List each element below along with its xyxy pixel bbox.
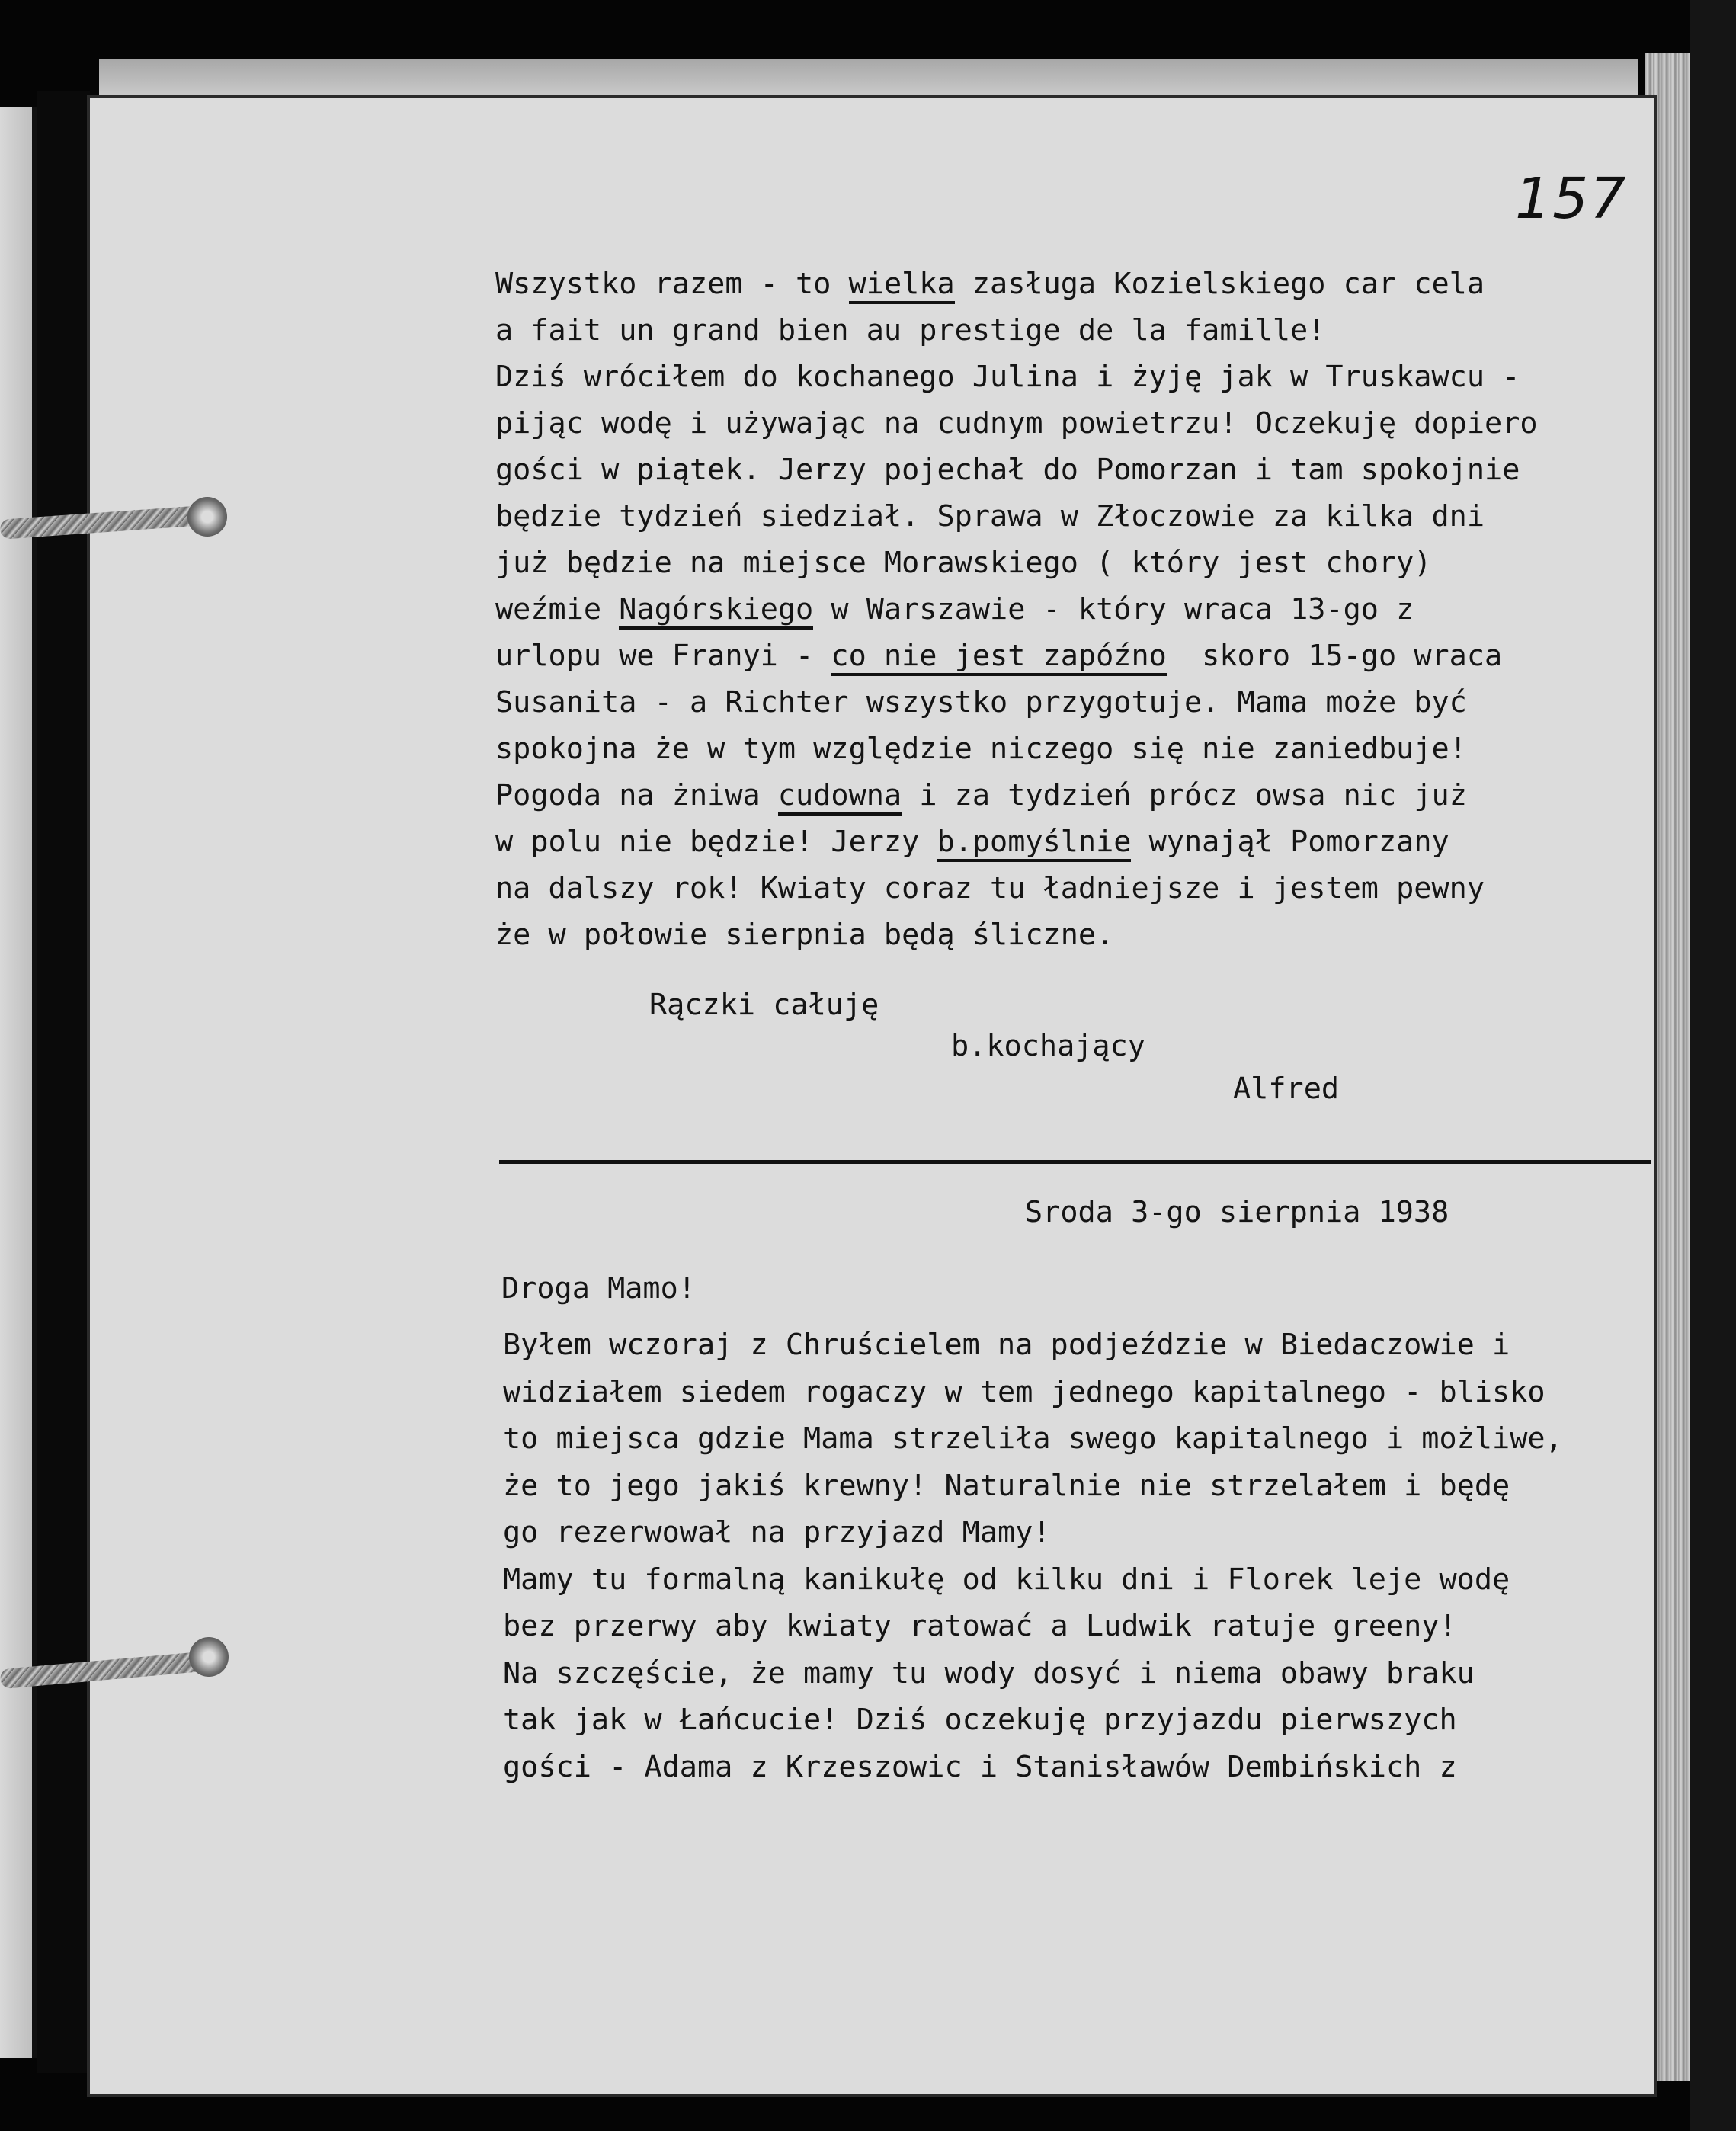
- text-segment: a fait un grand bien au prestige de la famille!: [495, 313, 1326, 348]
- underlined-text: cudowna: [778, 778, 902, 816]
- binding-knot-bottom: [189, 1637, 229, 1677]
- underlined-text: Nagórskiego: [619, 592, 813, 630]
- text-segment: Pogoda na żniwa: [495, 778, 778, 812]
- letter-1-line: [495, 307, 1538, 354]
- text-segment: gości w piątek. Jerzy pojechał do Pomorzan i tam spokojnie: [495, 453, 1520, 487]
- letter-2-line: Mamy tu formalną kanikułę od kilku dni i Florek leje wodę: [503, 1562, 1510, 1597]
- background-edge: [1690, 0, 1736, 2131]
- letter-2-line: gości - Adama z Krzeszowic i Stanisławów Dembińskich z: [503, 1749, 1457, 1784]
- underlined-text: co nie jest zapóźno: [831, 639, 1166, 676]
- underlined-text: b.pomyślnie: [937, 825, 1131, 862]
- letter-1-line: [495, 772, 1538, 819]
- letter-2-line: bez przerwy aby kwiaty ratować a Ludwik ratuje greeny!: [503, 1609, 1457, 1643]
- letter-1-line: [495, 493, 1538, 540]
- binding-knot-top: [187, 497, 227, 537]
- letter-2-line: że to jego jakiś krewny! Naturalnie nie strzelałem i będę: [503, 1468, 1510, 1503]
- letter-1-line: [495, 586, 1538, 633]
- text-segment: spokojna że w tym względzie niczego się nie zaniedbuje!: [495, 732, 1467, 766]
- letter-1-line: [495, 261, 1538, 307]
- letter-1-line: [495, 912, 1538, 958]
- text-segment: i za tydzień prócz owsa nic już: [902, 778, 1467, 812]
- text-segment: na dalszy rok! Kwiaty coraz tu ładniejsze i jestem pewny: [495, 871, 1485, 905]
- page-number: 157: [1515, 166, 1628, 232]
- text-segment: urlopu we Franyi -: [495, 639, 831, 673]
- letter-1-line: [495, 540, 1538, 586]
- letter-2-line: tak jak w Łańcucie! Dziś oczekuję przyjazdu pierwszych: [503, 1703, 1457, 1737]
- letter-2-line: widziałem siedem rogaczy w tem jednego kapitalnego - blisko: [503, 1374, 1545, 1409]
- letter-2-body: [503, 1322, 1563, 1790]
- text-segment: w Warszawie - który wraca 13-go z: [813, 592, 1414, 626]
- letter-2-line: go rezerwował na przyjazd Mamy!: [503, 1515, 1051, 1549]
- text-segment: Dziś wróciłem do kochanego Julina i żyję jak w Truskawcu -: [495, 360, 1520, 394]
- section-divider: [499, 1160, 1651, 1164]
- signoff-line: b.kochający: [951, 1029, 1145, 1063]
- text-segment: weźmie: [495, 592, 620, 626]
- text-segment: skoro 15-go wraca: [1166, 639, 1503, 673]
- letter-1-line: [495, 865, 1538, 912]
- letter-1-line: [495, 819, 1538, 865]
- letter-2-line: to miejsca gdzie Mama strzeliła swego kapitalnego i możliwe,: [503, 1421, 1563, 1456]
- text-segment: Wszystko razem - to: [495, 267, 849, 301]
- text-segment: zasługa Kozielskiego car cela: [954, 267, 1485, 301]
- closing-line: Rączki całuję: [649, 988, 879, 1022]
- letter-1-line: [495, 447, 1538, 493]
- page-top-shadow: [99, 59, 1638, 102]
- signature: Alfred: [1233, 1072, 1340, 1106]
- letter-1-line: [495, 633, 1538, 679]
- text-segment: pijąc wodę i używając na cudnym powietrzu! Oczekuję dopiero: [495, 406, 1538, 441]
- binder-gap: [37, 91, 90, 2073]
- text-segment: w polu nie będzie! Jerzy: [495, 825, 937, 859]
- letter-1-body: [495, 261, 1538, 958]
- letter-1-line: [495, 679, 1538, 726]
- text-segment: już będzie na miejsce Morawskiego ( który jest chory): [495, 546, 1432, 580]
- letter-1-line: [495, 726, 1538, 772]
- text-segment: wynajął Pomorzany: [1131, 825, 1449, 859]
- text-segment: że w połowie sierpnia będą śliczne.: [495, 918, 1114, 952]
- letter-2-date: Sroda 3-go sierpnia 1938: [1025, 1195, 1449, 1229]
- previous-page-edge: [0, 107, 37, 2058]
- underlined-text: wielka: [849, 267, 955, 304]
- letter-1-line: [495, 400, 1538, 447]
- letter-2-greeting: Droga Mamo!: [501, 1271, 696, 1306]
- text-segment: Susanita - a Richter wszystko przygotuje. Mama może być: [495, 685, 1467, 719]
- letter-2-line: Byłem wczoraj z Chruścielem na podjeździe w Biedaczowie i: [503, 1328, 1510, 1362]
- text-segment: będzie tydzień siedział. Sprawa w Złoczowie za kilka dni: [495, 499, 1485, 534]
- letter-2-line: Na szczęście, że mamy tu wody dosyć i niema obawy braku: [503, 1655, 1475, 1690]
- letter-1-line: [495, 354, 1538, 400]
